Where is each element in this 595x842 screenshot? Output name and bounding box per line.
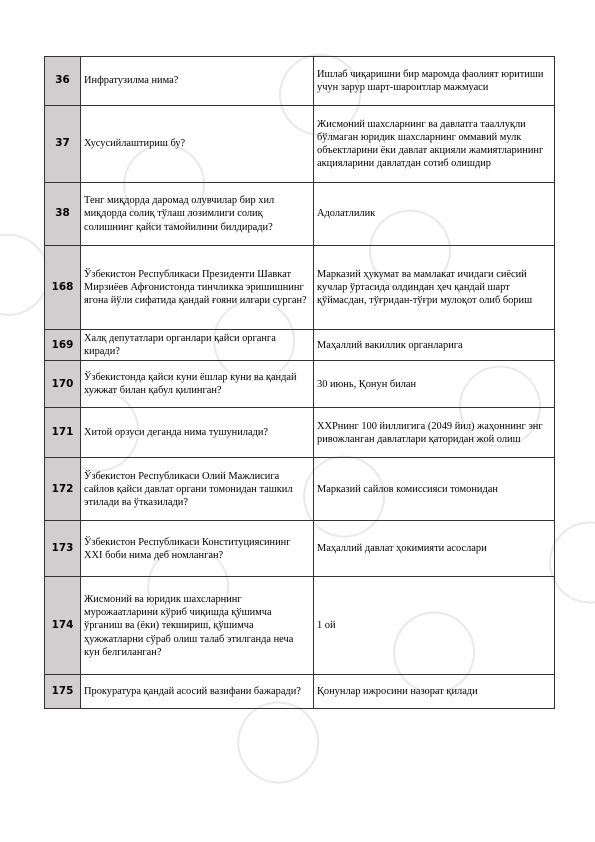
question-cell: Ўзбекистон Республикаси Конституциясининг XXI боби нима деб номланган?	[81, 521, 314, 577]
question-cell: Тенг миқдорда даромад олувчилар бир хил миқдорда солиқ тўлаш лозимлиги солиқ солишнинг қайси тамойилини билдиради?	[81, 183, 314, 246]
answer-cell: ХХРнинг 100 йиллигига (2049 йил) жаҳоннинг энг ривожланган давлатлари қаторидан жой олиш	[314, 408, 555, 458]
table-row	[45, 330, 555, 361]
row-number: 173	[45, 521, 81, 577]
answer-cell: 30 июнь, Қонун билан	[314, 361, 555, 408]
answer-cell: Адолатлилик	[314, 183, 555, 246]
table-row	[45, 577, 555, 675]
row-number: 170	[45, 361, 81, 408]
question-cell: Хитой орзуси деганда нима тушунилади?	[81, 408, 314, 458]
answer-cell: Маҳаллий давлат ҳокимияти асослари	[314, 521, 555, 577]
question-cell: Инфратузилма нима?	[81, 57, 314, 106]
row-number: 168	[45, 246, 81, 330]
row-number: 36	[45, 57, 81, 106]
row-number: 174	[45, 577, 81, 675]
answer-cell: Жисмоний шахсларнинг ва давлатга тааллуқли бўлмаган юридик шахсларнинг оммавий мулк объектларини ёки давлат акцияли жамиятларининг акцияларини давлатдан сотиб олишдир	[314, 106, 555, 183]
question-cell: Ўзбекистон Республикаси Президенти Шавкат Мирзиёев Афғонистонда тинчликка эришишнинг ягона йўли сифатида қандай ғояни илгари сурган?	[81, 246, 314, 330]
table-row	[45, 521, 555, 577]
row-number: 37	[45, 106, 81, 183]
answer-cell: 1 ой	[314, 577, 555, 675]
table-row	[45, 246, 555, 330]
row-number: 171	[45, 408, 81, 458]
row-number: 169	[45, 330, 81, 361]
question-cell: Ўзбекистон Республикаси Олий Мажлисига сайлов қайси давлат органи томонидан ташкил этилади ва ўтказилади?	[81, 458, 314, 521]
table-row	[45, 106, 555, 183]
answer-cell: Марказий ҳукумат ва мамлакат ичидаги сиёсий кучлар ўртасида олдиндан ҳеч қандай шарт қўймасдан, тўғридан-тўғри мулоқот олиб бориш	[314, 246, 555, 330]
table-row	[45, 57, 555, 106]
question-cell: Прокуратура қандай асосий вазифани бажаради?	[81, 675, 314, 709]
table-row	[45, 458, 555, 521]
table-row	[45, 408, 555, 458]
answer-cell: Ишлаб чиқаришни бир маромда фаолият юритиши учун зарур шарт-шароитлар мажмуаси	[314, 57, 555, 106]
answer-cell: Марказий сайлов комиссияси томонидан	[314, 458, 555, 521]
question-cell: Жисмоний ва юридик шахсларнинг мурожаатларини кўриб чиқишда қўшимча ўрганиш ва (ёки) текшириш, қўшимча ҳужжатларни сўраб олиш талаб этилганда неча кун белгиланган?	[81, 577, 314, 675]
table-row	[45, 183, 555, 246]
row-number: 175	[45, 675, 81, 709]
qa-table	[44, 56, 555, 709]
table-row	[45, 361, 555, 408]
question-cell: Ўзбекистонда қайси куни ёшлар куни ва қандай хужжат билан қабул қилинган?	[81, 361, 314, 408]
answer-cell: Қонунлар ижросини назорат қилади	[314, 675, 555, 709]
row-number: 38	[45, 183, 81, 246]
row-number: 172	[45, 458, 81, 521]
question-cell: Хусусийлаштириш бу?	[81, 106, 314, 183]
question-cell: Халқ депутатлари органлари қайси органга киради?	[81, 330, 314, 361]
answer-cell: Маҳаллий вакиллик органларига	[314, 330, 555, 361]
qa-table-body	[45, 57, 555, 709]
table-row	[45, 675, 555, 709]
